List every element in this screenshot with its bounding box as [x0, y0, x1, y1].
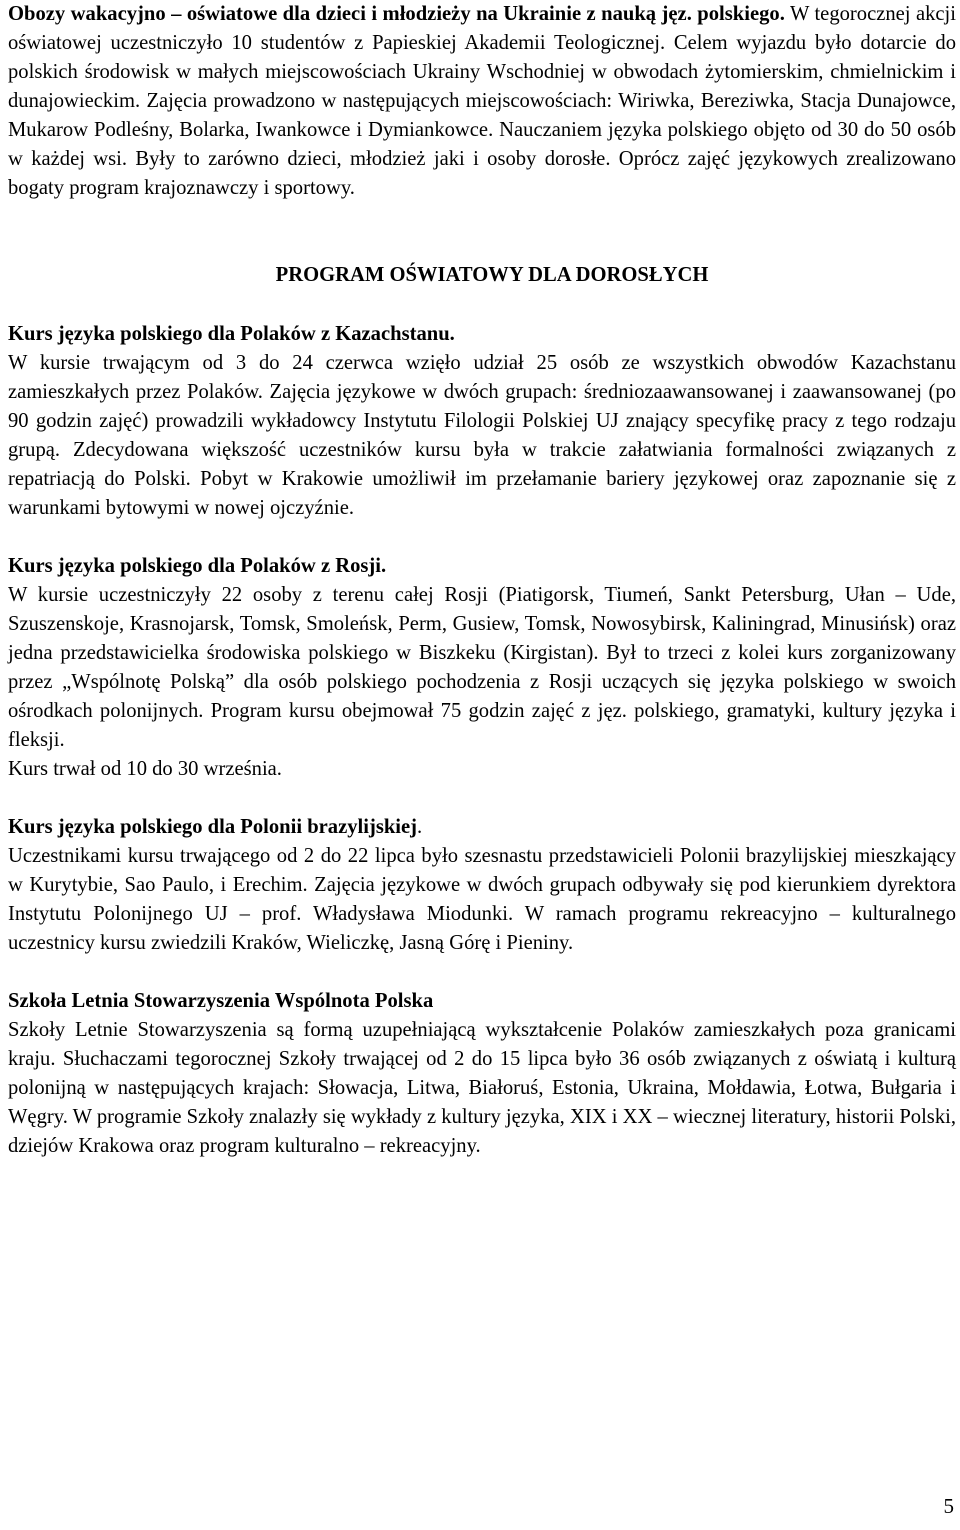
rosja-section [8, 552, 956, 784]
rosja-text-dates: Kurs trwał od 10 do 30 września. [8, 758, 282, 780]
brazylia-heading-line [8, 813, 956, 842]
program-heading: PROGRAM OŚWIATOWY DLA DOROSŁYCH [275, 264, 709, 286]
kazachstan-section [8, 320, 956, 523]
spacer [8, 290, 956, 320]
document-page [8, 0, 956, 1161]
spacer [8, 203, 956, 261]
rosja-text: W kursie uczestniczyły 22 osoby z terenu całej Rosji (Piatigorsk, Tiumeń, Sankt Petersburg, Ułan – Ude, Szuszenskoje, Krasnojarsk, Tomsk, Smoleńsk, Perm, Gusiew, Tomsk, Nowosybirsk, Kaliningrad, Minusińsk) oraz jedna przedstawicielka środowiska polskiego w Biszkeku (Kirgistan). Był to trzeci z kolei kurs zorganizowany przez „Wspólnotę Polską” dla osób polskiego pochodzenia z Rosji uczących się języka polskiego w swoich ośrodkach polonijnych. Program kursu obejmował 75 godzin zajęć z jęz. polskiego, gramatyki, kultury języka i fleksji. [8, 584, 956, 751]
kazachstan-text: W kursie trwającym od 3 do 24 czerwca wzięło udział 25 osób ze wszystkich obwodów Kazachstanu zamieszkałych przez Polaków. Zajęcia językowe w dwóch grupach: średniozaawansowanej i zaawansowanej (po 90 godzin zajęć) prowadzili wykładowcy Instytutu Filologii Polskiej UJ znający specyfikę pracy z tego rodzaju grupą. Zdecydowana większość uczestników kursu była w trakcie załatwiania formalności związanych z repatriacją do Polski. Pobyt w Krakowie umożliwił im przełamanie bariery językowej oraz zapoznanie się z warunkami bytowymi w nowej ojczyźnie. [8, 352, 956, 519]
spacer [8, 784, 956, 813]
intro-section [8, 0, 956, 203]
intro-heading: Obozy wakacyjno – oświatowe dla dzieci i młodzieży na Ukrainie z nauką jęz. polskiego. [8, 3, 785, 25]
szkola-section [8, 987, 956, 1161]
brazylia-section [8, 813, 956, 958]
page-number: 5 [943, 1494, 954, 1518]
szkola-text: Szkoły Letnie Stowarzyszenia są formą uzupełniającą wykształcenie Polaków zamieszkałych poza granicami kraju. Słuchaczami tegorocznej Szkoły trwającej od 2 do 15 lipca było 36 osób związanych z oświatą i kulturą polonijną w następujących krajach: Słowacja, Litwa, Białoruś, Estonia, Ukraina, Mołdawia, Łotwa, Bułgaria i Węgry. W programie Szkoły znalazły się wykłady z kultury języka, XIX i XX – wiecznej literatury, historii Polski, dziejów Krakowa oraz program kulturalno – rekreacyjny. [8, 1019, 956, 1157]
spacer [8, 523, 956, 552]
intro-text: W tegorocznej akcji oświatowej uczestniczyło 10 studentów z Papieskiej Akademii Teologicznej. Celem wyjazdu było dotarcie do polskich środowisk w małych miejscowościach Ukrainy Wschodniej w obwodach żytomierskim, chmielnickim i dunajowieckim. Zajęcia prowadzono w następujących miejscowościach: Wiriwka, Bereziwka, Stacja Dunajowce, Mukarow Podleśny, Bolarka, Iwankowce i Dymiankowce. Nauczaniem języka polskiego objęto od 30 do 50 osób w każdej wsi. Były to zarówno dzieci, młodzież jaki i osoby dorosłe. Oprócz zajęć językowych zrealizowano bogaty program krajoznawczy i sportowy. [8, 3, 956, 199]
brazylia-heading: Kurs języka polskiego dla Polonii brazylijskiej [8, 816, 418, 838]
kazachstan-heading: Kurs języka polskiego dla Polaków z Kazachstanu. [8, 323, 455, 345]
rosja-heading: Kurs języka polskiego dla Polaków z Rosji. [8, 555, 387, 577]
szkola-heading: Szkoła Letnia Stowarzyszenia Wspólnota Polska [8, 990, 434, 1012]
brazylia-text: Uczestnikami kursu trwającego od 2 do 22 lipca było szesnastu przedstawicieli Polonii brazylijskiej mieszkający w Kurytybie, Sao Paulo, i Erechim. Zajęcia językowe w dwóch grupach odbywały się pod kierunkiem dyrektora Instytutu Polonijnego UJ – prof. Władysława Miodunki. W ramach programu rekreacyjno – kulturalnego uczestnicy kursu zwiedzili Kraków, Wieliczkę, Jasną Górę i Pieniny. [8, 845, 956, 954]
spacer [8, 958, 956, 987]
brazylia-heading-tail: . [417, 816, 423, 838]
